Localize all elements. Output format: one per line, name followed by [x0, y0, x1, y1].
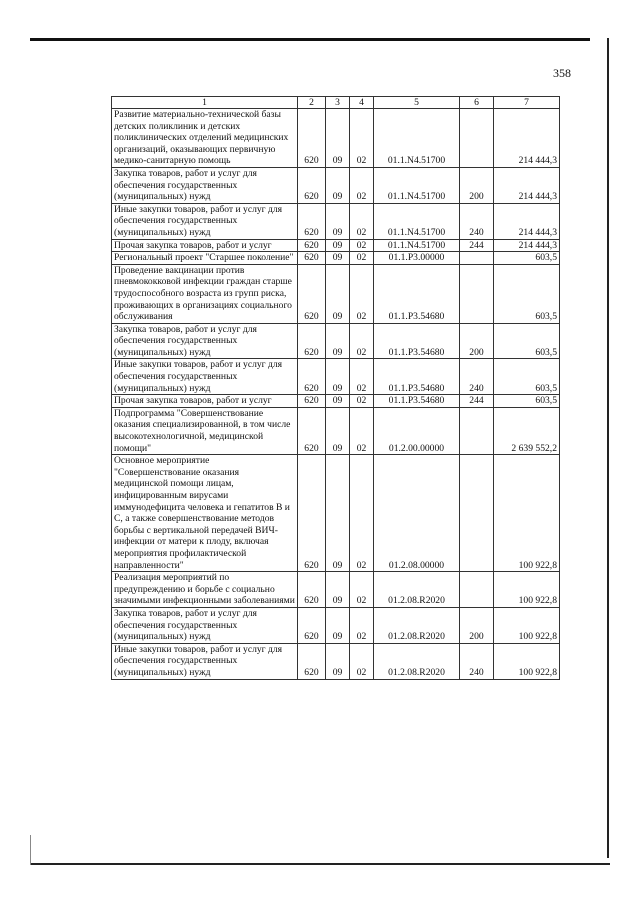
row-code-cell: 620 — [298, 395, 326, 408]
row-section-cell: 09 — [326, 264, 350, 323]
row-subsection-cell: 02 — [350, 359, 374, 395]
row-target-item-cell: 01.1.N4.51700 — [374, 239, 460, 252]
row-name-cell: Прочая закупка товаров, работ и услуг — [112, 239, 298, 252]
right-rule — [607, 38, 609, 858]
row-section-cell: 09 — [326, 109, 350, 168]
row-subsection-cell: 02 — [350, 395, 374, 408]
row-subsection-cell: 02 — [350, 643, 374, 679]
table-row — [112, 264, 560, 323]
table-row — [112, 109, 560, 168]
row-code-cell: 620 — [298, 359, 326, 395]
row-section-cell: 09 — [326, 323, 350, 359]
row-subsection-cell: 02 — [350, 407, 374, 454]
row-section-cell: 09 — [326, 455, 350, 572]
row-subsection-cell: 02 — [350, 109, 374, 168]
row-name-cell: Реализация мероприятий по предупреждению и борьбе с социально значимыми инфекционными заболеваниями — [112, 572, 298, 608]
row-amount-cell: 603,5 — [494, 395, 560, 408]
row-target-item-cell: 01.1.P3.54680 — [374, 359, 460, 395]
table-row — [112, 203, 560, 239]
row-expense-type-cell: 240 — [460, 359, 494, 395]
row-target-item-cell: 01.1.P3.00000 — [374, 252, 460, 265]
row-expense-type-cell — [460, 572, 494, 608]
table-row — [112, 395, 560, 408]
row-code-cell: 620 — [298, 607, 326, 643]
row-expense-type-cell: 240 — [460, 643, 494, 679]
row-name-cell: Закупка товаров, работ и услуг для обеспечения государственных (муниципальных) нужд — [112, 607, 298, 643]
row-section-cell: 09 — [326, 607, 350, 643]
column-header: 7 — [494, 97, 560, 109]
row-amount-cell: 100 922,8 — [494, 607, 560, 643]
table-row — [112, 407, 560, 454]
row-code-cell: 620 — [298, 407, 326, 454]
row-section-cell: 09 — [326, 203, 350, 239]
column-header: 6 — [460, 97, 494, 109]
bottom-rule — [30, 863, 610, 865]
column-header: 3 — [326, 97, 350, 109]
row-code-cell: 620 — [298, 264, 326, 323]
column-header: 4 — [350, 97, 374, 109]
row-expense-type-cell: 240 — [460, 203, 494, 239]
row-expense-type-cell: 200 — [460, 607, 494, 643]
table-row — [112, 323, 560, 359]
row-expense-type-cell: 244 — [460, 395, 494, 408]
table-row — [112, 239, 560, 252]
row-expense-type-cell: 200 — [460, 167, 494, 203]
row-section-cell: 09 — [326, 572, 350, 608]
row-name-cell: Прочая закупка товаров, работ и услуг — [112, 395, 298, 408]
row-code-cell: 620 — [298, 323, 326, 359]
column-header: 5 — [374, 97, 460, 109]
row-section-cell: 09 — [326, 167, 350, 203]
row-amount-cell: 603,5 — [494, 264, 560, 323]
row-amount-cell: 100 922,8 — [494, 572, 560, 608]
row-section-cell: 09 — [326, 239, 350, 252]
table-row — [112, 643, 560, 679]
row-amount-cell: 603,5 — [494, 323, 560, 359]
row-target-item-cell: 01.1.N4.51700 — [374, 167, 460, 203]
row-code-cell: 620 — [298, 572, 326, 608]
table-body — [112, 97, 560, 680]
row-section-cell: 09 — [326, 359, 350, 395]
top-rule — [30, 38, 590, 41]
row-expense-type-cell — [460, 264, 494, 323]
row-target-item-cell: 01.2.08.00000 — [374, 455, 460, 572]
row-amount-cell: 214 444,3 — [494, 203, 560, 239]
row-name-cell: Иные закупки товаров, работ и услуг для обеспечения государственных (муниципальных) нужд — [112, 643, 298, 679]
row-subsection-cell: 02 — [350, 167, 374, 203]
page-number: 358 — [553, 66, 571, 80]
budget-table — [111, 96, 560, 680]
row-expense-type-cell — [460, 455, 494, 572]
row-code-cell: 620 — [298, 643, 326, 679]
table-row — [112, 252, 560, 265]
row-subsection-cell: 02 — [350, 323, 374, 359]
row-amount-cell: 2 639 552,2 — [494, 407, 560, 454]
row-expense-type-cell: 244 — [460, 239, 494, 252]
row-target-item-cell: 01.1.N4.51700 — [374, 203, 460, 239]
table-row — [112, 455, 560, 572]
row-target-item-cell: 01.1.N4.51700 — [374, 109, 460, 168]
column-header: 1 — [112, 97, 298, 109]
row-subsection-cell: 02 — [350, 239, 374, 252]
table-row — [112, 359, 560, 395]
row-code-cell: 620 — [298, 455, 326, 572]
row-name-cell: Подпрограмма "Совершенствование оказания специализированной, в том числе высокотехнологичной, медицинской помощи" — [112, 407, 298, 454]
row-name-cell: Иные закупки товаров, работ и услуг для обеспечения государственных (муниципальных) нужд — [112, 203, 298, 239]
row-amount-cell: 100 922,8 — [494, 643, 560, 679]
row-code-cell: 620 — [298, 109, 326, 168]
row-amount-cell: 214 444,3 — [494, 109, 560, 168]
row-name-cell: Проведение вакцинации против пневмококковой инфекции граждан старше трудоспособного возраста из групп риска, проживающих в организациях социального обслуживания — [112, 264, 298, 323]
row-target-item-cell: 01.1.P3.54680 — [374, 323, 460, 359]
row-section-cell: 09 — [326, 407, 350, 454]
row-subsection-cell: 02 — [350, 203, 374, 239]
row-target-item-cell: 01.2.00.00000 — [374, 407, 460, 454]
column-header: 2 — [298, 97, 326, 109]
row-target-item-cell: 01.1.P3.54680 — [374, 395, 460, 408]
table-row — [112, 607, 560, 643]
row-code-cell: 620 — [298, 167, 326, 203]
row-amount-cell: 214 444,3 — [494, 167, 560, 203]
row-amount-cell: 214 444,3 — [494, 239, 560, 252]
row-code-cell: 620 — [298, 203, 326, 239]
row-section-cell: 09 — [326, 395, 350, 408]
row-name-cell: Иные закупки товаров, работ и услуг для обеспечения государственных (муниципальных) нужд — [112, 359, 298, 395]
table-row — [112, 572, 560, 608]
row-name-cell: Основное мероприятие "Совершенствование оказания медицинской помощи лицам, инфицированным вирусами иммунодефицита человека и гепатитов B и C, а также совершенствование методов борьбы с вертикальной передачей ВИЧ-инфекции от матери к плоду, включая мероприятия профилактической направленности" — [112, 455, 298, 572]
row-code-cell: 620 — [298, 252, 326, 265]
row-expense-type-cell: 200 — [460, 323, 494, 359]
row-target-item-cell: 01.2.08.R2020 — [374, 607, 460, 643]
row-name-cell: Закупка товаров, работ и услуг для обеспечения государственных (муниципальных) нужд — [112, 167, 298, 203]
row-expense-type-cell — [460, 252, 494, 265]
row-expense-type-cell — [460, 109, 494, 168]
row-name-cell: Региональный проект "Старшее поколение" — [112, 252, 298, 265]
left-rule — [30, 835, 31, 865]
row-code-cell: 620 — [298, 239, 326, 252]
row-amount-cell: 603,5 — [494, 252, 560, 265]
row-subsection-cell: 02 — [350, 572, 374, 608]
table-row — [112, 167, 560, 203]
row-subsection-cell: 02 — [350, 455, 374, 572]
row-target-item-cell: 01.2.08.R2020 — [374, 572, 460, 608]
row-amount-cell: 100 922,8 — [494, 455, 560, 572]
table-header-row — [112, 97, 560, 109]
row-expense-type-cell — [460, 407, 494, 454]
row-subsection-cell: 02 — [350, 264, 374, 323]
row-section-cell: 09 — [326, 252, 350, 265]
row-target-item-cell: 01.1.P3.54680 — [374, 264, 460, 323]
row-section-cell: 09 — [326, 643, 350, 679]
row-name-cell: Закупка товаров, работ и услуг для обеспечения государственных (муниципальных) нужд — [112, 323, 298, 359]
row-subsection-cell: 02 — [350, 607, 374, 643]
row-subsection-cell: 02 — [350, 252, 374, 265]
row-name-cell: Развитие материально-технической базы детских поликлиник и детских поликлинических отделений медицинских организаций, оказывающих первичную медико-санитарную помощь — [112, 109, 298, 168]
row-target-item-cell: 01.2.08.R2020 — [374, 643, 460, 679]
row-amount-cell: 603,5 — [494, 359, 560, 395]
